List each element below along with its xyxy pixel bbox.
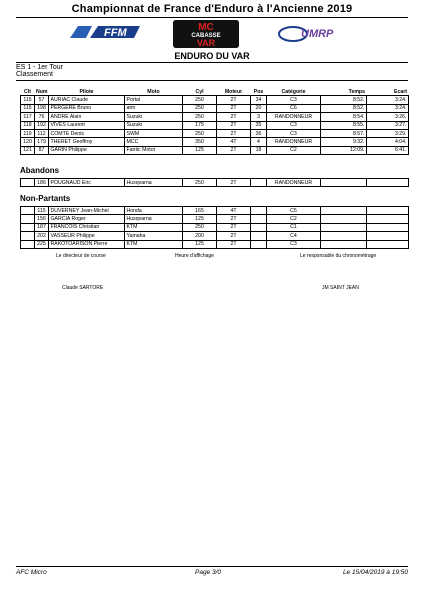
abandons-title: Abandons — [20, 166, 60, 175]
cell-engine: 2T — [217, 179, 251, 187]
cell-cyl: 125 — [183, 146, 217, 154]
cell-moto: Husqvarna — [125, 179, 183, 187]
table-row — [21, 129, 409, 137]
cell-rank: 115 — [21, 104, 35, 112]
table-row — [21, 121, 409, 129]
chrono-name: JM SAINT JEAN — [322, 285, 359, 291]
column-header-rank: Clt — [21, 88, 35, 96]
cell-engine: 4T — [217, 138, 251, 146]
cell-rank: 118 — [21, 121, 35, 129]
header-divider — [16, 62, 408, 63]
cell-pos — [251, 240, 267, 248]
cell-pos — [251, 207, 267, 215]
table-row — [21, 223, 409, 231]
cell-rank: 119 — [21, 129, 35, 137]
table-row — [21, 113, 409, 121]
ffm-logo-text: FFM — [104, 27, 127, 39]
cell-category: RANDONNEUR — [267, 138, 321, 146]
cell-moto: KTM — [125, 223, 183, 231]
cell-moto: Fantic Motor — [125, 146, 183, 154]
cell-number: 198 — [35, 104, 49, 112]
cell-rider: VIVES Laurent — [49, 121, 125, 129]
cell-rider: FRANCOIS Christian — [49, 223, 125, 231]
cell-number: 187 — [35, 223, 49, 231]
column-header-number: Num — [36, 88, 48, 95]
cell-time: 9:32. — [321, 138, 367, 146]
cell-cyl: 175 — [183, 121, 217, 129]
cell-category: C4 — [267, 232, 321, 240]
cell-engine: 2T — [217, 121, 251, 129]
directeur-label: Le directeur de course — [56, 253, 106, 259]
cell-gap — [367, 179, 409, 187]
cell-pos: 35 — [251, 121, 267, 129]
cell-pos — [251, 223, 267, 231]
cell-category: C6 — [267, 104, 321, 112]
cell-pos: 4 — [251, 138, 267, 146]
cell-gap — [367, 240, 409, 248]
cell-engine: 2T — [217, 223, 251, 231]
cell-engine: 2T — [217, 232, 251, 240]
cell-gap — [367, 223, 409, 231]
cell-time — [321, 179, 367, 187]
column-header-time: Temps — [321, 88, 367, 96]
cell-rank: 121 — [21, 146, 35, 154]
cell-category: C2 — [267, 146, 321, 154]
cell-pos: 3 — [251, 113, 267, 121]
cell-moto: Husqvarna — [125, 215, 183, 223]
cell-cyl: 125 — [183, 215, 217, 223]
cell-moto: Yamaha — [125, 232, 183, 240]
title-divider — [16, 17, 408, 18]
cell-pos — [251, 179, 267, 187]
column-header-gap: Ecart — [367, 88, 409, 96]
footer-left: AFC Micro — [16, 569, 47, 576]
table-row — [21, 240, 409, 248]
cell-rank: 117 — [21, 113, 35, 121]
table-row — [21, 138, 409, 146]
cell-cyl: 250 — [183, 113, 217, 121]
cell-category: RANDONNEUR — [267, 113, 321, 121]
cell-number: 112 — [35, 129, 49, 137]
cell-moto: Honda — [125, 207, 183, 215]
cell-rider: POUGNAUD Eric — [49, 179, 125, 187]
stage-label: ES 1 - 1er Tour — [16, 64, 63, 71]
column-header-rider: Pilote — [49, 88, 125, 96]
cell-moto: Portal — [125, 96, 183, 104]
cell-category: C2 — [267, 215, 321, 223]
cell-time: 8:52. — [321, 104, 367, 112]
mc-logo-top: MC — [198, 22, 214, 33]
cell-rider: GARIN Philippe — [49, 146, 125, 154]
cell-moto: KTM — [125, 240, 183, 248]
mc-cabasse-logo — [173, 20, 239, 48]
cell-rank — [21, 240, 35, 248]
umrp-logo — [277, 24, 355, 42]
cell-moto: SWM — [125, 129, 183, 137]
cell-rider: AURIAC Claude — [49, 96, 125, 104]
cell-engine: 2T — [217, 129, 251, 137]
cell-gap: 3:29. — [367, 129, 409, 137]
cell-time — [321, 223, 367, 231]
cell-time: 8:57. — [321, 129, 367, 137]
cell-number: 156 — [35, 215, 49, 223]
cell-pos: 18 — [251, 146, 267, 154]
mc-logo-bottom: VAR — [196, 38, 216, 48]
column-header-engine: Moteur — [217, 88, 251, 96]
cell-rider: GARCIA Roger — [49, 215, 125, 223]
column-header-category: Catégorie — [267, 88, 321, 96]
cell-gap: 6:41. — [367, 146, 409, 154]
cell-category: C3 — [267, 96, 321, 104]
table-row — [21, 232, 409, 240]
footer-page: Page 3/0 — [195, 569, 222, 576]
cell-cyl: 250 — [183, 104, 217, 112]
cell-rider: PERGERE Bruno — [49, 104, 125, 112]
cell-engine: 2T — [217, 104, 251, 112]
cell-time — [321, 215, 367, 223]
cell-category: C3 — [267, 129, 321, 137]
cell-pos: 20 — [251, 104, 267, 112]
cell-number: 115 — [35, 207, 49, 215]
ffm-logo — [70, 24, 140, 40]
cell-gap — [367, 207, 409, 215]
cell-gap — [367, 232, 409, 240]
cell-rank — [21, 207, 35, 215]
classement-table — [20, 88, 409, 155]
cell-rider: COMTE Denis — [49, 129, 125, 137]
cell-pos — [251, 232, 267, 240]
cell-number: 202 — [35, 232, 49, 240]
cell-rider: VASSEUR Philippe — [49, 232, 125, 240]
cell-engine: 2T — [217, 146, 251, 154]
table-row — [21, 146, 409, 154]
cell-time — [321, 207, 367, 215]
cell-time — [321, 232, 367, 240]
document-title: Championnat de France d'Enduro à l'Ancienne 2019 — [71, 3, 353, 15]
cell-time: 8:54. — [321, 113, 367, 121]
cell-rank: 115 — [21, 96, 35, 104]
cell-time: 8:52. — [321, 96, 367, 104]
cell-gap: 3:26. — [367, 113, 409, 121]
cell-category: RANDONNEUR — [267, 179, 321, 187]
classement-divider — [16, 80, 408, 81]
directeur-name: Claude SARTORE — [62, 285, 104, 291]
cell-category: C1 — [267, 223, 321, 231]
cell-cyl: 250 — [183, 96, 217, 104]
cell-rank — [21, 179, 35, 187]
cell-number: 76 — [35, 113, 49, 121]
chrono-label: Le responsable du chronométrage — [300, 253, 377, 259]
column-header-pos: Pos — [251, 88, 267, 96]
umrp-logo-text: UMRP — [301, 28, 334, 40]
cell-cyl: 125 — [183, 240, 217, 248]
cell-pos — [251, 215, 267, 223]
cell-number: 192 — [35, 121, 49, 129]
section-subtitle: Classement — [16, 71, 53, 78]
cell-category: C3 — [267, 240, 321, 248]
cell-cyl: 350 — [183, 138, 217, 146]
table-row — [21, 104, 409, 112]
cell-moto: Suzuki — [125, 121, 183, 129]
cell-cyl: 250 — [183, 129, 217, 137]
cell-engine: 2T — [217, 215, 251, 223]
cell-engine: 2T — [217, 96, 251, 104]
cell-moto: Suzuki — [125, 113, 183, 121]
cell-gap — [367, 215, 409, 223]
cell-rider: ANDRE Alain — [49, 113, 125, 121]
cell-cyl: 200 — [183, 232, 217, 240]
footer-date: Le 15/04/2019 à 19:50 — [342, 569, 408, 576]
cell-engine: 4T — [217, 207, 251, 215]
column-header-moto: Moto — [125, 88, 183, 96]
cell-time: 8:55. — [321, 121, 367, 129]
column-header-cyl: Cyl — [183, 88, 217, 96]
cell-number: 225 — [35, 240, 49, 248]
cell-time: 12:09. — [321, 146, 367, 154]
cell-rank — [21, 232, 35, 240]
cell-rank: 120 — [21, 138, 35, 146]
cell-moto: atm — [125, 104, 183, 112]
table-row — [21, 215, 409, 223]
cell-cyl: 250 — [183, 179, 217, 187]
cell-rider: DUVERNEY Jean-Michel — [49, 207, 125, 215]
event-name: ENDURO DU VAR — [174, 51, 250, 61]
cell-moto: MCC — [125, 138, 183, 146]
cell-number: 57 — [35, 96, 49, 104]
cell-gap: 3:27. — [367, 121, 409, 129]
cell-gap: 3:24. — [367, 104, 409, 112]
cell-rider: RAKOTOARISON Pierre — [49, 240, 125, 248]
cell-pos: 36 — [251, 129, 267, 137]
cell-category: C5 — [267, 207, 321, 215]
cell-rank — [21, 215, 35, 223]
cell-number: 179 — [35, 138, 49, 146]
table-row — [21, 179, 409, 187]
cell-category: C3 — [267, 121, 321, 129]
cell-engine: 2T — [217, 113, 251, 121]
cell-pos: 34 — [251, 96, 267, 104]
footer-divider — [16, 566, 408, 567]
cell-cyl: 250 — [183, 223, 217, 231]
cell-number: 87 — [35, 146, 49, 154]
mc-logo-mid: CABASSE — [191, 33, 221, 39]
non-partants-table — [20, 206, 409, 249]
cell-time — [321, 240, 367, 248]
cell-engine: 2T — [217, 240, 251, 248]
cell-cyl: 165 — [183, 207, 217, 215]
abandons-table — [20, 178, 409, 187]
cell-rank — [21, 223, 35, 231]
cell-rider: THERET Geoffroy — [49, 138, 125, 146]
cell-number: 186 — [35, 179, 49, 187]
non-partants-title: Non-Partants — [20, 194, 71, 203]
cell-gap: 3:24. — [367, 96, 409, 104]
affichage-label: Heure d'affichage — [175, 253, 214, 259]
cell-gap: 4:04. — [367, 138, 409, 146]
table-row — [21, 96, 409, 104]
table-row — [21, 207, 409, 215]
